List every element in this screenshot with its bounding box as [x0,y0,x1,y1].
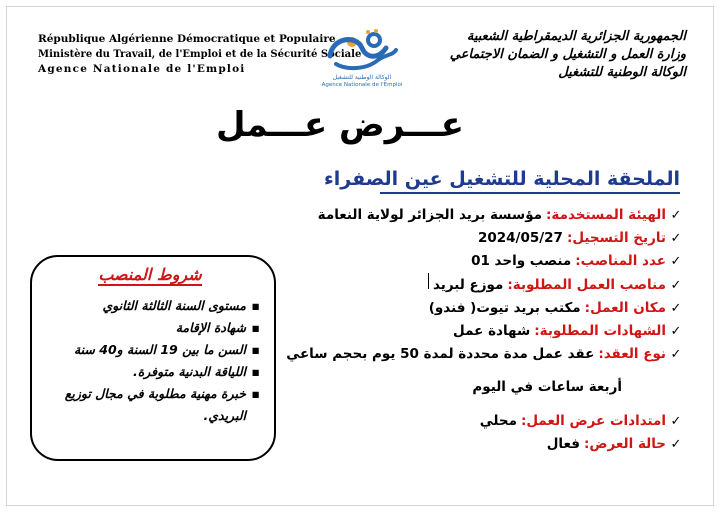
detail-label: نوع العقد: [598,346,666,362]
condition-text: السن ما بين 19 السنة و40 سنة [73,342,246,357]
detail-label: عدد المناصب: [575,253,666,269]
detail-contract-type [266,343,686,366]
bullet-icon: ▪ [251,364,260,379]
detail-label: حالة العرض: [583,436,666,452]
condition-item [40,317,260,339]
logo-caption-fr: Agence Nationale de l'Emploi [321,82,403,88]
check-icon: ✓ [670,324,682,339]
condition-item [40,339,260,361]
french-header [38,32,362,77]
detail-value: شهادة عمل [453,323,531,339]
arabic-header [416,28,686,82]
detail-label: مكان العمل: [584,300,666,316]
detail-value: عقد عمل مدة محددة لمدة 50 يوم بحجم ساعي [286,346,595,362]
check-icon: ✓ [670,301,682,316]
detail-offer-scope [266,410,686,433]
detail-employer [266,204,686,227]
conditions-box [30,255,276,461]
bullet-icon: ▪ [251,298,260,313]
logo-caption-ar: الوكالة الوطنية للتشغيل [332,74,392,81]
condition-text-continued: البريدي. [203,408,246,423]
check-icon: ✓ [670,437,682,452]
ar-republic-line: الجمهورية الجزائرية الديمقراطية الشعبية [466,29,686,44]
fr-ministry-line: Ministère du Travail, de l'Emploi et de la Sécurité Sociale [38,49,362,60]
condition-text: اللياقة البدنية متوفرة. [132,364,246,379]
anem-logo-icon [322,26,402,74]
check-icon: ✓ [670,254,682,269]
detail-value: فعال [546,436,580,452]
bullet-icon: ▪ [251,342,260,357]
condition-text: شهادة الإقامة [175,320,246,335]
detail-label: مناصب العمل المطلوبة: [507,277,666,293]
ar-agency-line: الوكالة الوطنية للتشغيل [558,65,686,80]
agency-heading: الملحقة المحلية للتشغيل عين الصفراء [220,166,680,192]
condition-item [40,295,260,317]
detail-certificates [266,320,686,343]
bullet-icon: ▪ [251,320,260,335]
detail-workplace [266,297,686,320]
text-cursor [428,273,429,289]
conditions-title [40,263,260,287]
detail-label: الشهادات المطلوبة: [534,323,666,339]
condition-item [40,383,260,427]
detail-positions-count [266,250,686,273]
check-icon: ✓ [670,231,682,246]
detail-value: مؤسسة بريد الجزائر لولاية النعامة [317,207,543,223]
fr-republic-line: République Algérienne Démocratique et Populaire [38,33,336,45]
condition-text: مستوى السنة الثالثة الثانوي [102,298,246,313]
detail-label: تاريخ التسجيل: [566,230,666,246]
conditions-list [40,295,260,427]
check-icon: ✓ [670,347,682,362]
conditions-title-text: شروط المنصب [98,265,202,284]
bullet-icon: ▪ [251,386,260,401]
detail-label: الهيئة المستخدمة: [546,207,666,223]
anem-logo [318,26,406,96]
detail-offer-status [266,433,686,456]
detail-value: مكتب بريد تيوت( فندو) [428,300,581,316]
check-icon: ✓ [670,414,682,429]
check-icon: ✓ [670,278,682,293]
check-icon: ✓ [670,208,682,223]
detail-value: 2024/05/27 [477,230,563,246]
detail-job-title [266,273,686,297]
detail-value: محلي [479,413,517,429]
page-title: عـــرض عـــمل [215,105,465,145]
offer-details [266,204,686,456]
fr-agency-line: Agence Nationale de l'Emploi [38,63,246,75]
detail-label: امتدادات عرض العمل: [520,413,666,429]
ar-ministry-line: وزارة العمل و التشغيل و الضمان الاجتماعي [449,47,686,62]
detail-registration-date [266,227,686,250]
detail-value: منصب واحد 01 [471,253,572,269]
condition-item [40,361,260,383]
detail-value: موزع لبريد [433,277,504,293]
condition-text: خبرة مهنية مطلوبة في مجال توزيع [64,386,246,401]
contract-continuation: أربعة ساعات في اليوم [472,379,622,395]
